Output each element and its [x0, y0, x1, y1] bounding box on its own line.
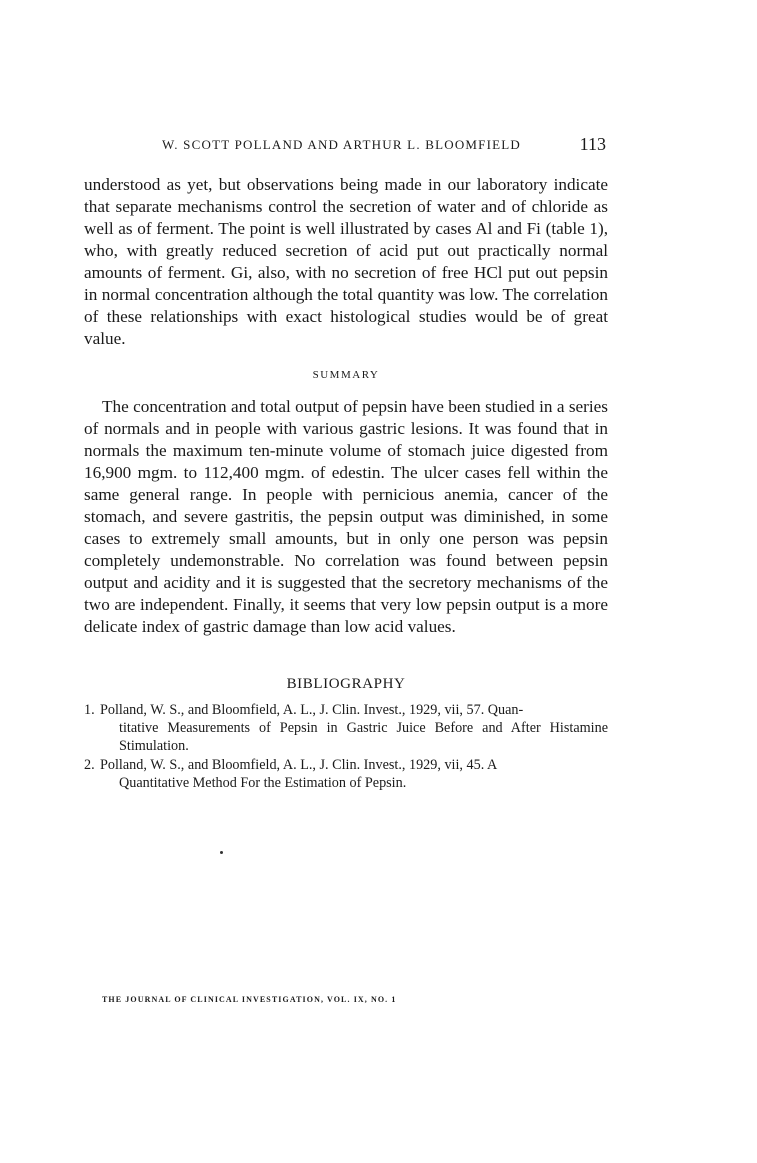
- bibliography-item-first-line: Polland, W. S., and Bloomfield, A. L., J. Clin. Invest., 1929, vii, 45. A: [100, 757, 498, 773]
- bibliography-item-continuation: titative Measurements of Pepsin in Gastric Juice Before and After Histamine Stimulation.: [119, 720, 608, 754]
- page-number: 113: [579, 134, 606, 154]
- print-speck: [220, 851, 223, 854]
- bibliography-item-text: [100, 756, 608, 792]
- bibliography-item: [84, 756, 608, 792]
- summary-paragraph: The concentration and total output of pepsin have been studied in a series of normals and in people with various gastric lesions. It was found that in normals the maximum ten-minute volume of stomach juice digested from 16,900 mgm. to 112,400 mgm. of edestin. The ulcer cases fell within the same general range. In people with pernicious anemia, cancer of the stomach, and severe gastritis, the pepsin output was diminished, in some cases to extremely small amounts, but in only one person was pepsin completely undemonstrable. No correlation was found between pepsin output and acidity and it is suggested that the secretory mechanisms of the two are independent. Finally, it seems that very low pepsin output is a more delicate index of gastric damage than low acid values.: [84, 397, 608, 636]
- bibliography-item-continuation: Quantitative Method For the Estimation of Pepsin.: [119, 775, 407, 791]
- summary-heading: SUMMARY: [312, 369, 380, 381]
- journal-footer: THE JOURNAL OF CLINICAL INVESTIGATION, VOL. IX, NO. 1: [102, 995, 397, 1004]
- body-paragraph: understood as yet, but observations being made in our laboratory indicate that separate mechanisms control the secretion of water and of chloride as well as of ferment. The point is well illustrated by cases Al and Fi (table 1), who, with greatly reduced secretion of acid put out practically normal amounts of ferment. Gi, also, with no secretion of free HCl put out pepsin in normal concentration although the total quantity was low. The correlation of these relationships with exact histological studies would be of great value.: [84, 175, 608, 348]
- bibliography-heading: BIBLIOGRAPHY: [286, 676, 406, 692]
- bibliography-item-text: [100, 701, 608, 755]
- bibliography-list: [84, 701, 608, 793]
- running-header: [84, 134, 606, 156]
- running-title: W. SCOTT POLLAND AND ARTHUR L. BLOOMFIELD: [162, 137, 521, 152]
- bibliography-item-number: 2.: [84, 757, 95, 773]
- bibliography-item: [84, 701, 608, 755]
- bibliography-item-first-line: Polland, W. S., and Bloomfield, A. L., J. Clin. Invest., 1929, vii, 57. Quan-: [100, 702, 524, 718]
- bibliography-item-number: 1.: [84, 702, 95, 718]
